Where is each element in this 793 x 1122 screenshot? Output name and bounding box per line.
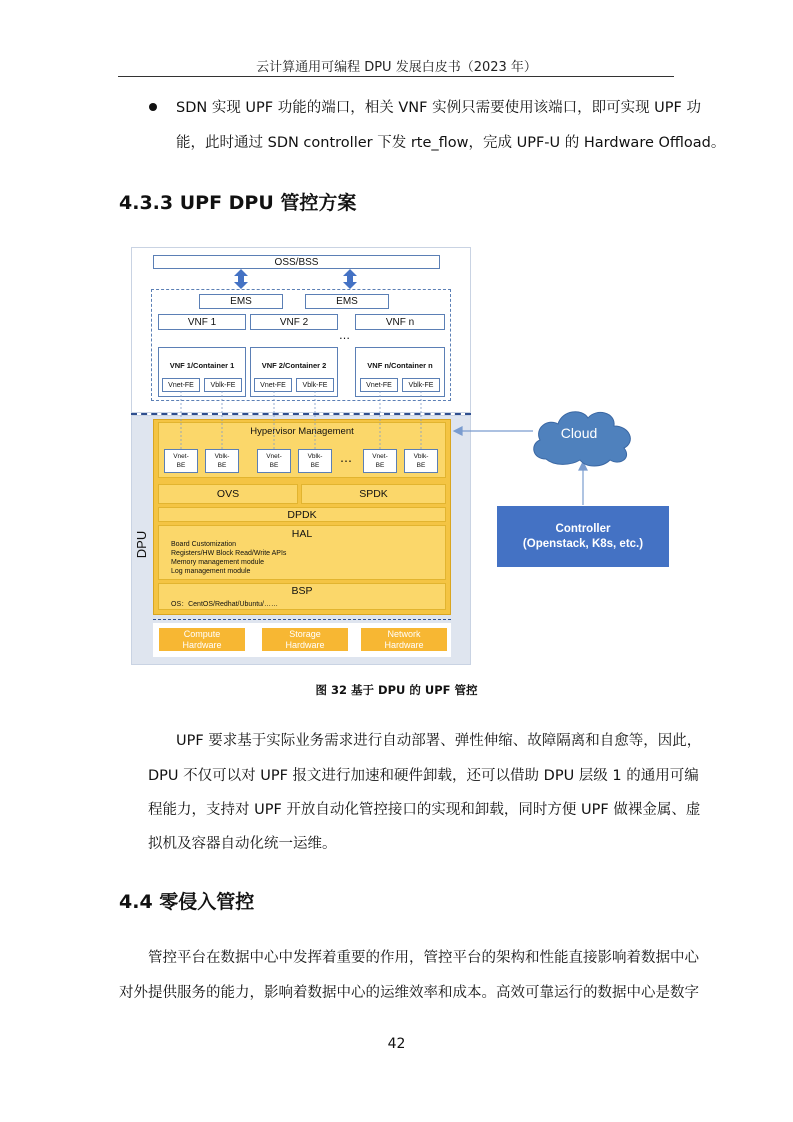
bsp-box xyxy=(158,583,446,610)
bullet-line-1: SDN 实现 UPF 功能的端口，相关 VNF 实例只需要使用该端口，即可实现 UPF 功 xyxy=(176,100,701,116)
be-ellipsis: … xyxy=(340,451,352,465)
dpu-label: DPU xyxy=(134,530,150,559)
hal-items xyxy=(171,540,286,576)
bsp-label: BSP xyxy=(291,585,313,597)
hal-box xyxy=(158,525,446,580)
os-label: OS：CentOS/Redhat/Ubuntu/…… xyxy=(171,601,278,608)
para2-line-1: 管控平台在数据中心中发挥着重要的作用，管控平台的架构和性能直接影响着数据中心 xyxy=(148,950,699,966)
compute-hardware: Compute Hardware xyxy=(159,628,245,651)
vnet-fe-1: Vnet-FE xyxy=(162,378,200,392)
ovs-box: OVS xyxy=(158,484,298,504)
vnf-box-1: VNF 1 xyxy=(158,314,246,330)
figure-caption: 图 32 基于 DPU 的 UPF 管控 xyxy=(315,683,478,697)
vnf-box-2: VNF 2 xyxy=(250,314,338,330)
container-1-label: VNF 1/Container 1 xyxy=(169,361,235,370)
vblk-fe-n: Vblk-FE xyxy=(402,378,440,392)
vblk-be-n: Vblk- BE xyxy=(404,449,438,473)
vnet-be-2: Vnet- BE xyxy=(257,449,291,473)
para1-line-1: UPF 要求基于实际业务需求进行自动部署、弹性伸缩、故障隔离和自愈等，因此， xyxy=(176,733,702,749)
vnet-be-n: Vnet- BE xyxy=(363,449,397,473)
container-n-label: VNF n/Container n xyxy=(367,361,433,370)
para2-line-2: 对外提供服务的能力，影响着数据中心的运维效率和成本。高效可靠运行的数据中心是数字 xyxy=(119,985,699,1001)
hal-item: Board Customization xyxy=(171,541,236,548)
bullet-dot xyxy=(149,103,157,111)
hal-item: Registers/HW Block Read/Write APIs xyxy=(171,550,287,557)
ems-box-2: EMS xyxy=(305,294,389,309)
cloud-label: Cloud xyxy=(560,425,598,441)
bullet-line-2: 能，此时通过 SDN controller 下发 rte_flow，完成 UPF-U 的 Hardware Offload。 xyxy=(176,135,726,151)
spdk-box: SPDK xyxy=(301,484,446,504)
section-title-4-3-3: 4.3.3 UPF DPU 管控方案 xyxy=(119,192,357,214)
vnf-box-n: VNF n xyxy=(355,314,445,330)
hardware-separator xyxy=(153,619,451,620)
para1-line-3: 程能力，支持对 UPF 开放自动化管控接口的实现和卸载，同时方便 UPF 做裸金属、虚 xyxy=(148,802,701,818)
hal-label: HAL xyxy=(291,528,313,540)
container-2-label: VNF 2/Container 2 xyxy=(261,361,327,370)
oss-bss-box: OSS/BSS xyxy=(153,255,440,269)
vnet-fe-n: Vnet-FE xyxy=(360,378,398,392)
vnet-fe-2: Vnet-FE xyxy=(254,378,292,392)
vblk-fe-2: Vblk-FE xyxy=(296,378,334,392)
vblk-fe-1: Vblk-FE xyxy=(204,378,242,392)
vnet-be-1: Vnet- BE xyxy=(164,449,198,473)
hypervisor-label: Hypervisor Management xyxy=(250,426,354,437)
header-rule xyxy=(118,76,674,77)
controller-label: Controller (Openstack, K8s, etc.) xyxy=(522,522,644,550)
upf-dpu-diagram xyxy=(131,247,471,665)
controller-box xyxy=(497,506,669,567)
hal-item: Log management module xyxy=(171,568,251,575)
dpdk-box: DPDK xyxy=(158,507,446,522)
page-number: 42 xyxy=(387,1036,406,1052)
section-title-4-4: 4.4 零侵入管控 xyxy=(119,891,255,913)
storage-hardware: Storage Hardware xyxy=(262,628,348,651)
hal-item: Memory management module xyxy=(171,559,264,566)
vnf-ellipsis: … xyxy=(339,329,350,342)
vblk-be-2: Vblk- BE xyxy=(298,449,332,473)
network-hardware: Network Hardware xyxy=(361,628,447,651)
para1-line-2: DPU 不仅可以对 UPF 报文进行加速和硬件卸载，还可以借助 DPU 层级 1 的通用可编 xyxy=(148,768,699,784)
page-header: 云计算通用可编程 DPU 发展白皮书（2023 年） xyxy=(256,60,537,75)
vblk-be-1: Vblk- BE xyxy=(205,449,239,473)
fe-be-connectors xyxy=(131,247,471,477)
para1-line-4: 拟机及容器自动化统一运维。 xyxy=(148,836,337,852)
ems-box-1: EMS xyxy=(199,294,283,309)
